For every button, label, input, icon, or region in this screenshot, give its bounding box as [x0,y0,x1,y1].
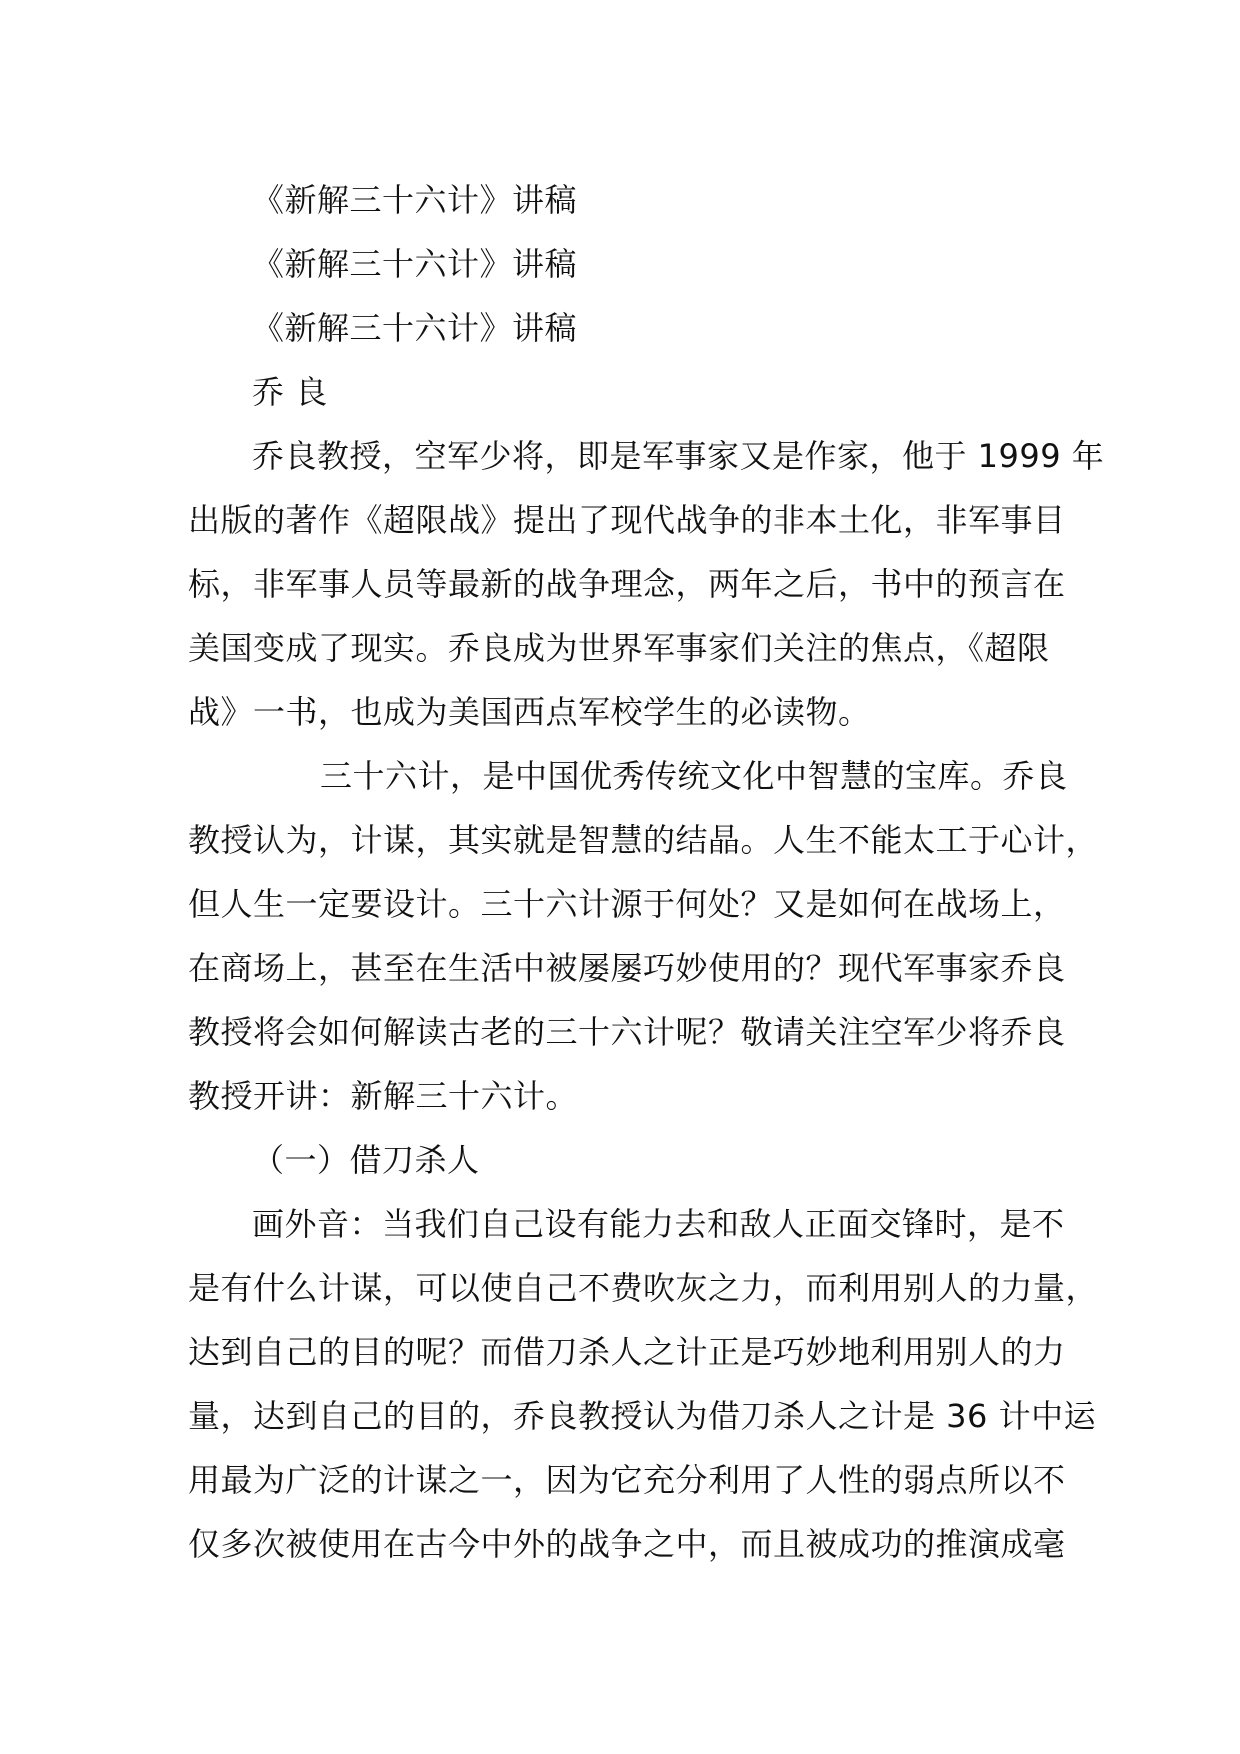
text-line: 出版的著作《超限战》提出了现代战争的非本土化，非军事目 [188,501,1066,539]
text-line: 量，达到自己的目的，乔良教授认为借刀杀人之计是 36 计中运 [188,1397,1097,1435]
summary-paragraph [188,744,1099,1128]
text-line: 教授开讲：新解三十六计。 [188,1077,579,1115]
text-line: 标，非军事人员等最新的战争理念，两年之后，书中的预言在 [188,565,1066,603]
title-line: 《新解三十六计》讲稿 [252,181,578,219]
text-line: 达到自己的目的呢？而借刀杀人之计正是巧妙地利用别人的力 [188,1333,1066,1371]
text-line: 仅多次被使用在古今中外的战争之中，而且被成功的推演成毫 [188,1525,1066,1563]
text-line: 但人生一定要设计。三十六计源于何处？又是如何在战场上， [188,885,1066,923]
text-line: 乔良教授，空军少将，即是军事家又是作家，他于 1999 年 [252,437,1105,475]
section-heading: （一）借刀杀人 [252,1141,480,1179]
text-line: 画外音：当我们自己设有能力去和敌人正面交锋时，是不 [252,1205,1065,1243]
author-name: 乔 良 [252,373,328,411]
text-line: 美国变成了现实。乔良成为世界军事家们关注的焦点，《超限 [188,629,1050,667]
title-line: 《新解三十六计》讲稿 [252,245,578,283]
document-body [188,168,1105,1576]
text-line: 教授将会如何解读古老的三十六计呢？敬请关注空军少将乔良 [188,1013,1066,1051]
text-line: 是有什么计谋，可以使自己不费吹灰之力，而利用别人的力量， [188,1269,1099,1307]
text-line: 战》一书，也成为美国西点军校学生的必读物。 [188,693,871,731]
text-line: 在商场上，甚至在生活中被屡屡巧妙使用的？现代军事家乔良 [188,949,1066,987]
intro-paragraph [188,424,1105,744]
text-line: 用最为广泛的计谋之一，因为它充分利用了人性的弱点所以不 [188,1461,1066,1499]
text-line: 教授认为，计谋，其实就是智慧的结晶。人生不能太工于心计， [188,821,1099,859]
text-line: 三十六计，是中国优秀传统文化中智慧的宝库。乔良 [320,757,1068,795]
voiceover-paragraph [188,1192,1099,1576]
title-line: 《新解三十六计》讲稿 [252,309,578,347]
